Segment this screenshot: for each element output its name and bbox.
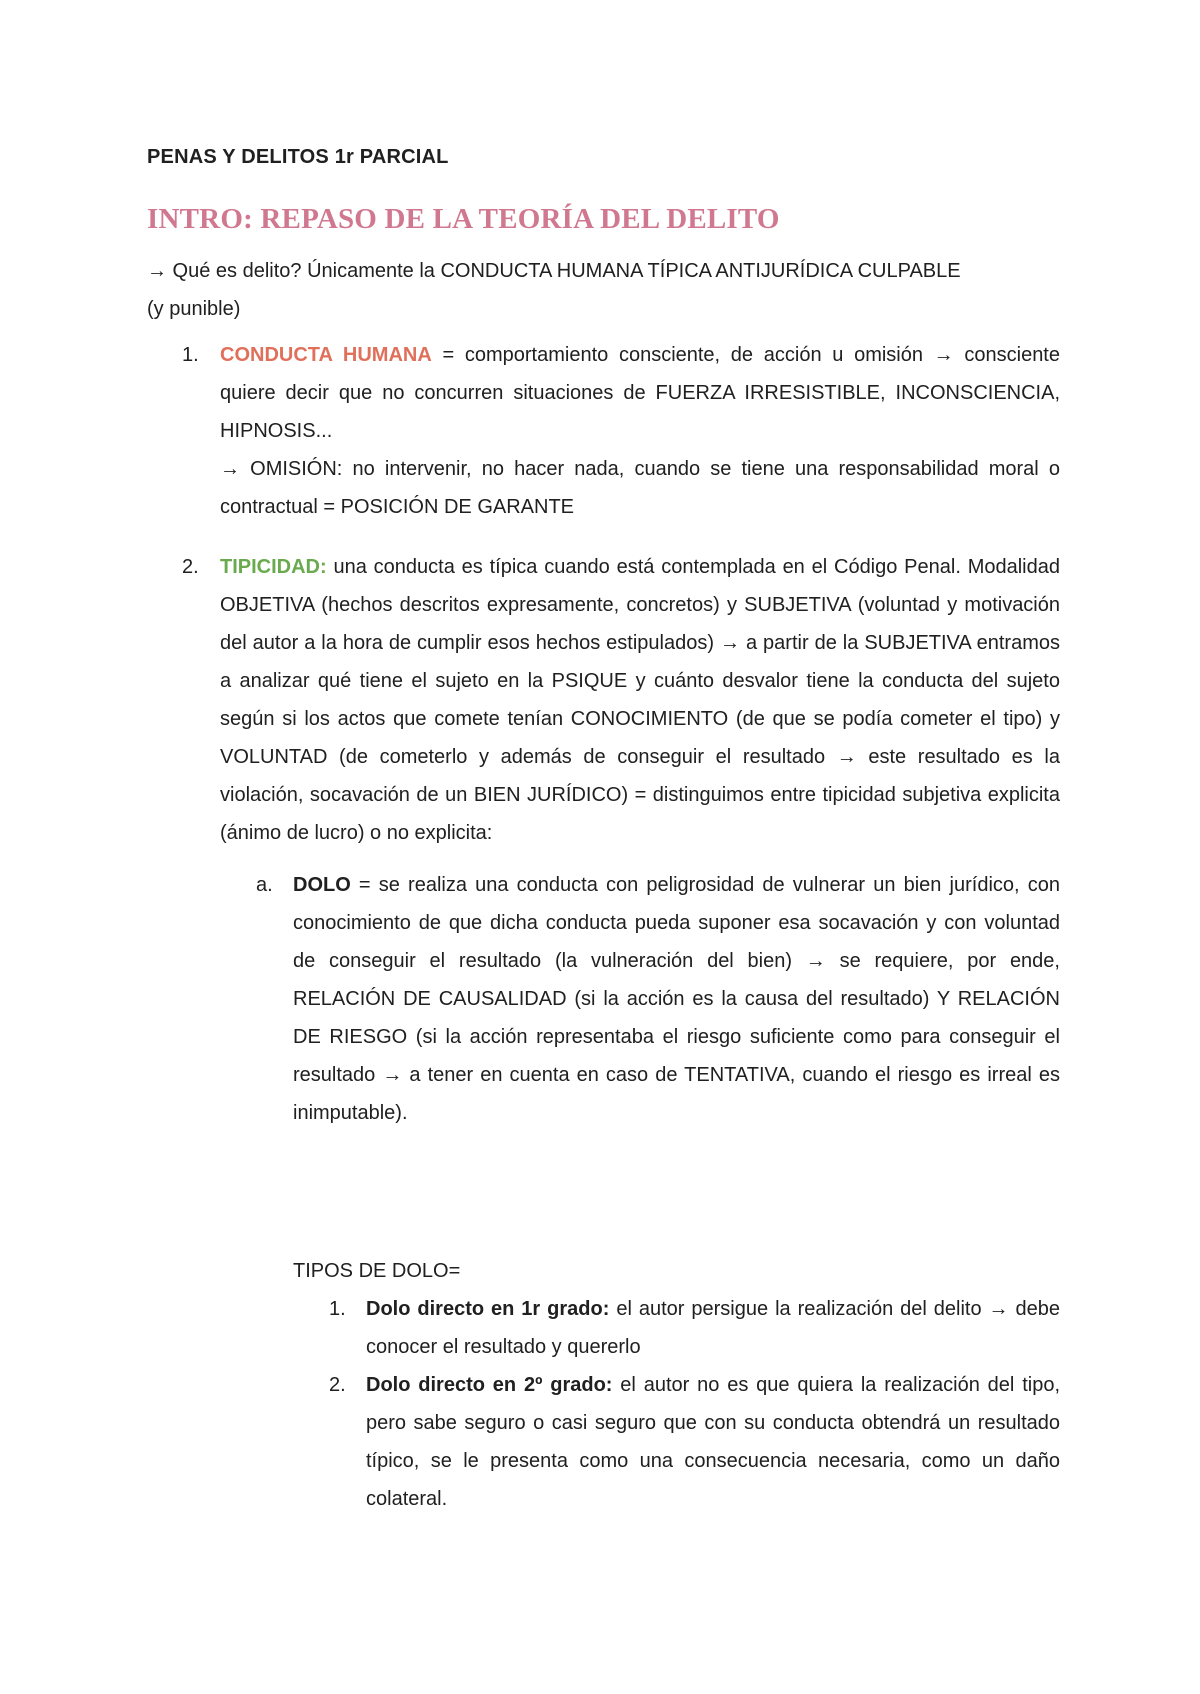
term-definition: el autor no es que quiera la realización del tipo, pero sabe seguro o casi seguro que con su conducta obtendrá un resultado típico, se le presenta como una consecuencia necesaria, como un daño colateral. [366,1374,1061,1510]
list-number: 2. [182,556,199,578]
list-number: 2. [329,1374,346,1396]
tipo-dolo-2o-grado [329,1366,1061,1518]
intro-paragraph [147,252,1060,328]
list-number: 1. [182,344,199,366]
tipo-text [366,1366,1060,1518]
list-letter: a. [256,874,273,896]
sublist-item-dolo [256,866,1060,1132]
term-definition: una conducta es típica cuando está contemplada en el Código Penal. Modalidad OBJETIVA (hechos descritos expresamente, concretos) y SUBJETIVA (voluntad y motivación del autor a la hora de cumplir esos hechos estipulados) → a partir de la SUBJETIVA entramos a analizar qué tiene el sujeto en la PSIQUE y cuánto desvalor tiene la conducta del sujeto según si los actos que comete tenían CONOCIMIENTO (de que se podía cometer el tipo) y VOLUNTAD (de cometerlo y además de conseguir el resultado → este resultado es la violación, socavación de un BIEN JURÍDICO) = distinguimos entre tipicidad subjetiva explicita (ánimo de lucro) o no explicita: [220,556,1060,844]
term-label: Dolo directo en 2º grado: [366,1374,613,1396]
section-heading: INTRO: REPASO DE LA TEORÍA DEL DELITO [147,203,780,235]
term-label: DOLO [293,874,351,896]
tipo-text [366,1290,1060,1366]
list-item-text [220,548,1060,852]
document-title: PENAS Y DELITOS 1r PARCIAL [147,146,449,168]
intro-line-1: → Qué es delito? Únicamente la CONDUCTA HUMANA TÍPICA ANTIJURÍDICA CULPABLE [147,260,961,282]
term-definition: = se realiza una conducta con peligrosidad de vulnerar un bien jurídico, con conocimiento de que dicha conducta pueda suponer esa socavación y con voluntad de conseguir el resultado (la vulneración del bien) → se requiere, por ende, RELACIÓN DE CAUSALIDAD (si la acción es la causa del resultado) Y RELACIÓN DE RIESGO (si la acción representaba el riesgo suficiente como para conseguir el resultado → a tener en cuenta en caso de TENTATIVA, cuando el riesgo es irreal es inimputable). [293,874,1060,1124]
term-definition: el autor persigue la realización del delito → debe conocer el resultado y quererlo [366,1298,1060,1358]
sublist-item-text [293,866,1060,1132]
list-item-text [220,336,1060,450]
term-label: CONDUCTA HUMANA [220,344,432,366]
tipos-de-dolo-heading: TIPOS DE DOLO= [293,1260,461,1282]
intro-line-2: (y punible) [147,298,241,320]
term-label: TIPICIDAD: [220,556,327,578]
term-label: Dolo directo en 1r grado: [366,1298,610,1320]
list-number: 1. [329,1298,346,1320]
list-item-tipicidad [182,548,1060,852]
term-definition: = comportamiento consciente, de acción u omisión → consciente quiere decir que no concurren situaciones de FUERZA IRRESISTIBLE, INCONSCIENCIA, HIPNOSIS... [220,344,1060,442]
list-item-conducta-humana [182,336,1060,526]
tipo-dolo-1r-grado [329,1290,1060,1366]
omision-paragraph: → OMISIÓN: no intervenir, no hacer nada, cuando se tiene una responsabilidad moral o contractual = POSICIÓN DE GARANTE [220,458,1060,518]
